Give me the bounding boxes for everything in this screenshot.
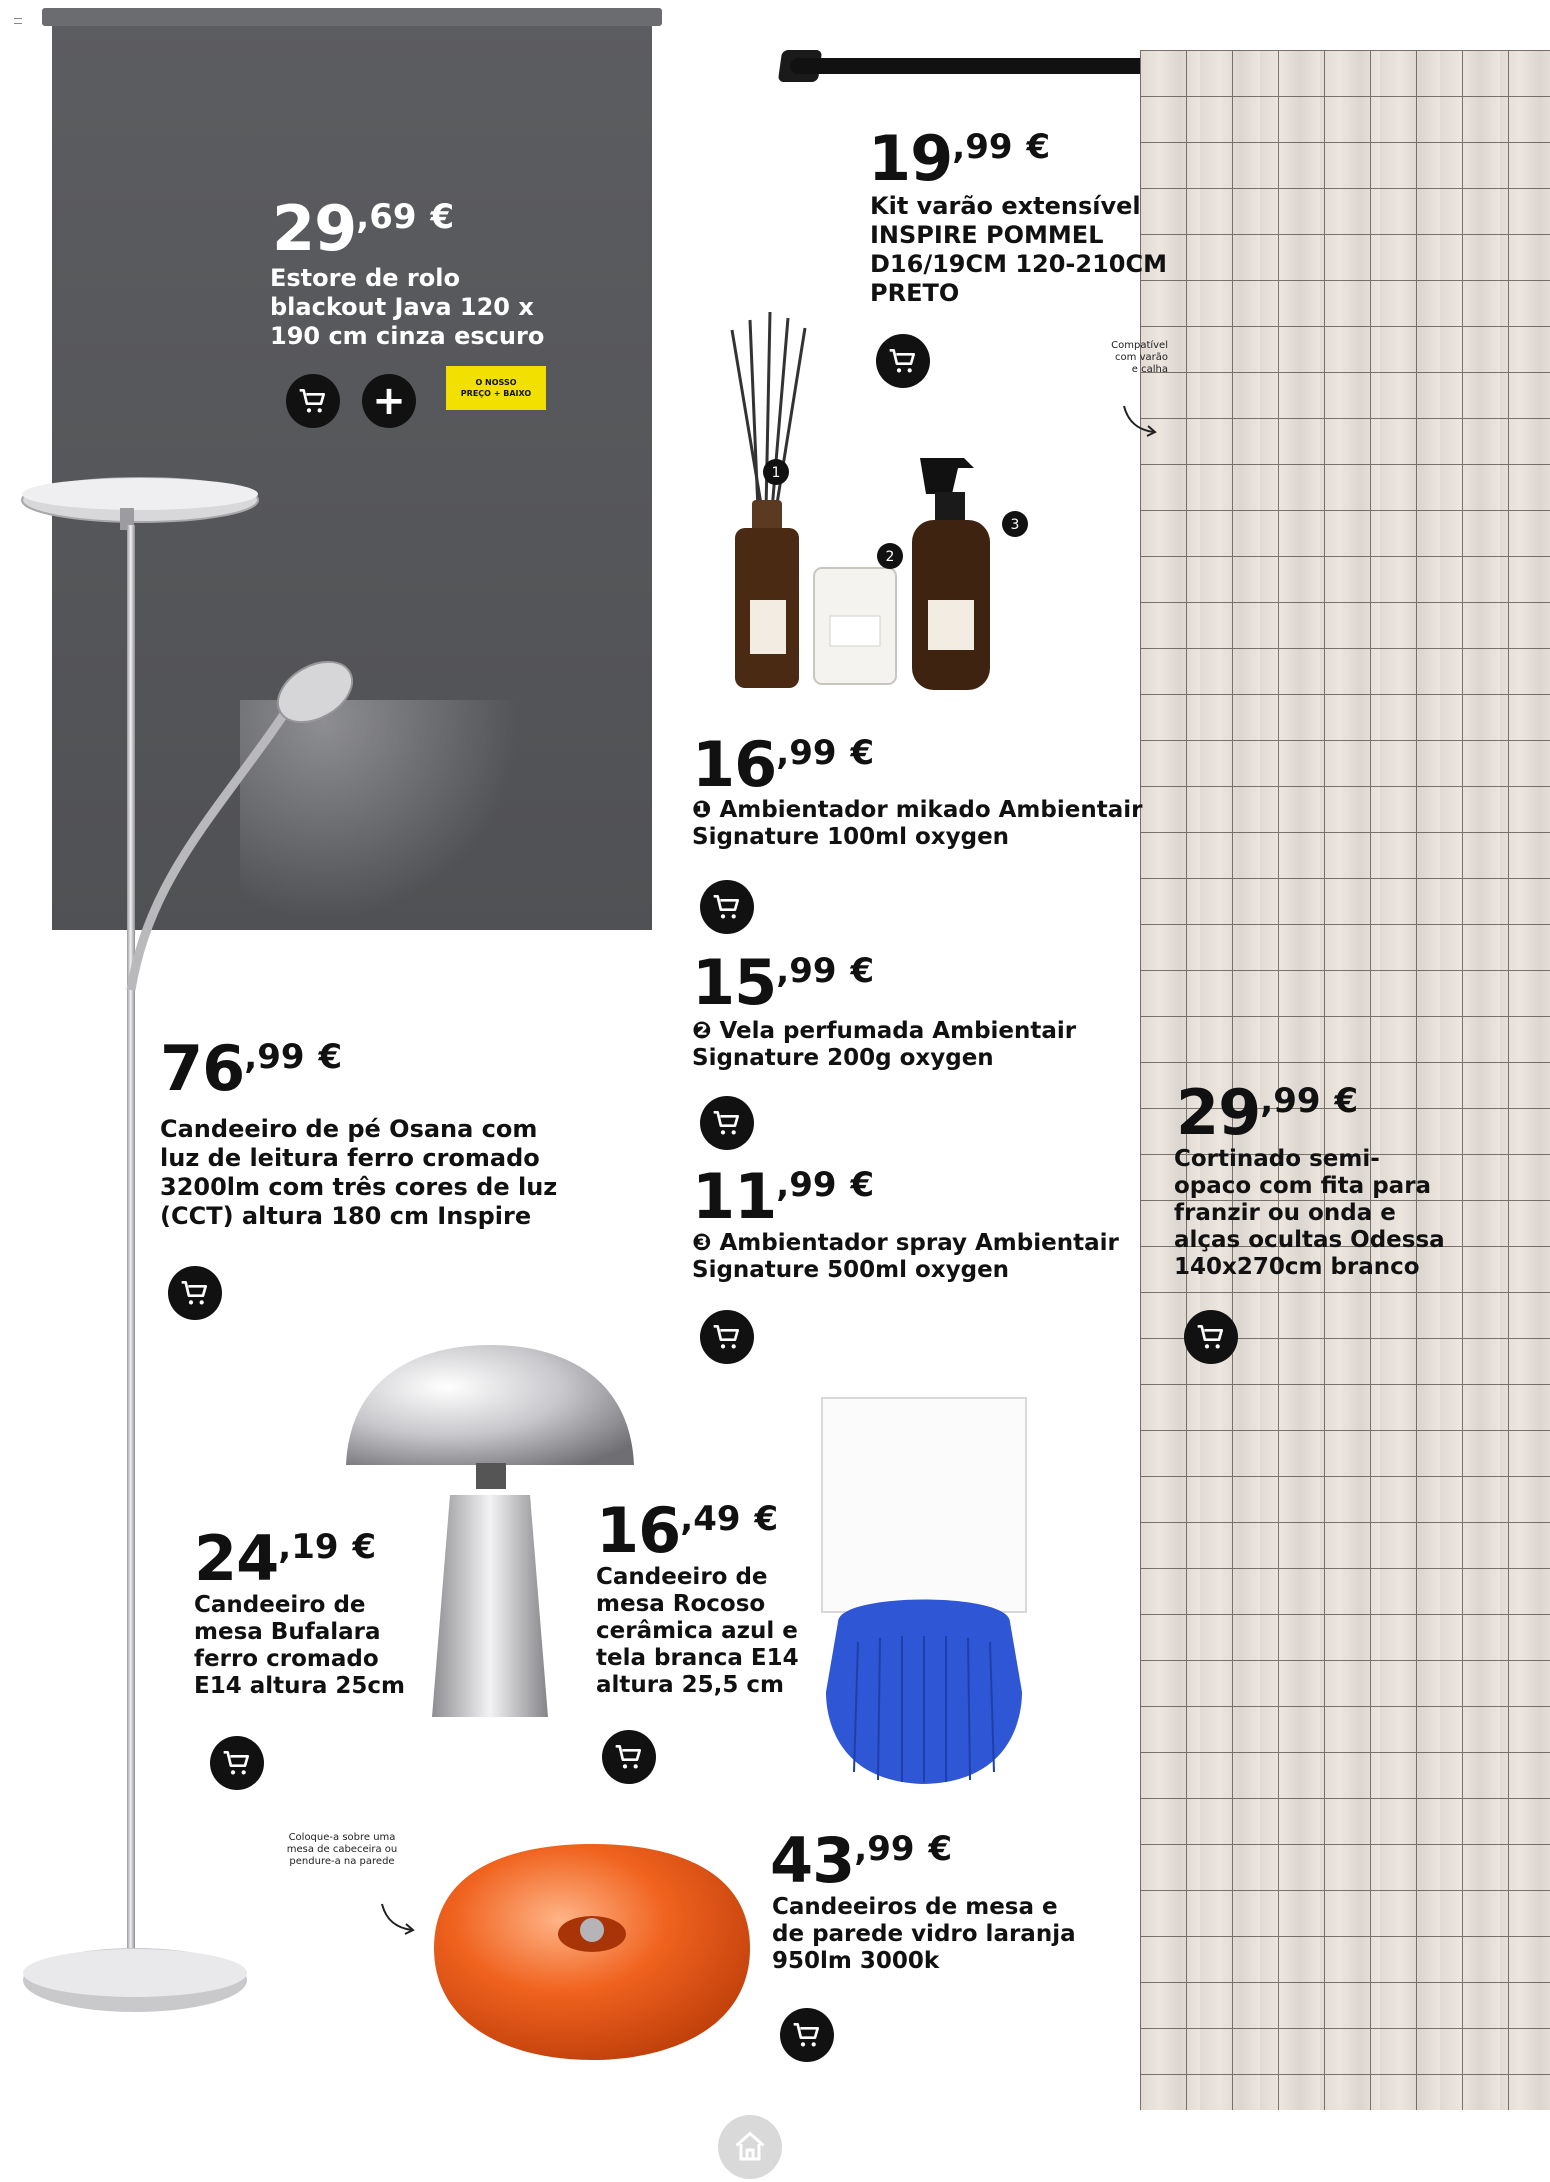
- cart-icon: [613, 1741, 645, 1773]
- price-integer: 16: [596, 1494, 681, 1567]
- price-decimal: ,19: [278, 1527, 339, 1567]
- cortinado-price: [1176, 1076, 1359, 1149]
- osana-price: [160, 1032, 343, 1105]
- price-integer: 16: [692, 728, 777, 801]
- badge-line-2: PREÇO + BAIXO: [460, 389, 532, 398]
- price-integer: 11: [692, 1160, 777, 1233]
- price-currency: €: [1026, 127, 1051, 167]
- bufalara-description: Candeeiro de mesa Bufalara ferro cromado E14 altura 25cm: [194, 1592, 405, 1699]
- arrow-icon: [376, 1900, 426, 1940]
- price-decimal: ,99: [776, 951, 837, 991]
- rocoso-add-to-cart-button[interactable]: [602, 1730, 656, 1784]
- varao-description: Kit varão extensível INSPIRE POMMEL D16/19CM 120-210CM PRETO: [870, 192, 1167, 307]
- vela-price: [692, 946, 875, 1019]
- price-decimal: ,99: [244, 1037, 305, 1077]
- price-integer: 43: [770, 1824, 855, 1897]
- svg-text:2: 2: [885, 549, 895, 565]
- price-currency: €: [850, 733, 875, 773]
- rocoso-description: Candeeiro de mesa Rocoso cerâmica azul e tela branca E14 altura 25,5 cm: [596, 1564, 799, 1698]
- cortinado-description: Cortinado semi- opaco com fita para franzir ou onda e alças ocultas Odessa 140x270cm branco: [1174, 1146, 1445, 1280]
- cart-icon: [711, 1321, 743, 1353]
- price-currency: €: [1334, 1081, 1359, 1121]
- price-currency: €: [352, 1527, 377, 1567]
- laranja-description: Candeeiros de mesa e de parede vidro laranja 950lm 3000k: [772, 1894, 1076, 1974]
- estore-description: Estore de rolo blackout Java 120 x 190 cm cinza escuro: [270, 264, 545, 350]
- estore-more-button[interactable]: [362, 374, 416, 428]
- price-currency: €: [850, 1165, 875, 1205]
- rocoso-price: [596, 1494, 779, 1567]
- cart-icon: [1195, 1321, 1227, 1353]
- cart-icon: [179, 1277, 211, 1309]
- spray-add-to-cart-button[interactable]: [700, 1310, 754, 1364]
- price-integer: 19: [868, 122, 953, 195]
- estore-price: [272, 192, 455, 265]
- laranja-add-to-cart-button[interactable]: [780, 2008, 834, 2062]
- curtain-rod-image: [790, 58, 1180, 74]
- price-decimal: ,99: [1260, 1081, 1321, 1121]
- cart-icon: [221, 1747, 253, 1779]
- rocoso-lamp-image: [818, 1392, 1030, 1792]
- laranja-price: [770, 1824, 953, 1897]
- price-currency: €: [928, 1829, 953, 1869]
- bufalara-price: [194, 1522, 377, 1595]
- cortinado-add-to-cart-button[interactable]: [1184, 1310, 1238, 1364]
- price-currency: €: [318, 1037, 343, 1077]
- spray-description: ❸ Ambientador spray Ambientair Signature 500ml oxygen: [692, 1230, 1119, 1283]
- price-decimal: ,99: [776, 733, 837, 773]
- osana-description: Candeeiro de pé Osana com luz de leitura ferro cromado 3200lm com três cores de luz (CCT) altura 180 cm Inspire: [160, 1115, 558, 1230]
- varao-compatibility-note: Compatível com varão e calha: [1111, 340, 1168, 375]
- plus-icon: +: [372, 378, 406, 424]
- price-decimal: ,99: [854, 1829, 915, 1869]
- lowest-price-badge: [446, 366, 546, 410]
- bufalara-add-to-cart-button[interactable]: [210, 1736, 264, 1790]
- arrow-icon: [1118, 400, 1168, 440]
- price-currency: €: [850, 951, 875, 991]
- estore-add-to-cart-button[interactable]: [286, 374, 340, 428]
- price-decimal: ,99: [776, 1165, 837, 1205]
- mikado-description: ❶ Ambientador mikado Ambientair Signature 100ml oxygen: [692, 797, 1143, 850]
- floor-lamp-image: [0, 470, 460, 2030]
- price-integer: 29: [1176, 1076, 1261, 1149]
- home-icon: [732, 2129, 768, 2165]
- mikado-price: [692, 728, 875, 801]
- laranja-lamp-image: [424, 1838, 760, 2068]
- price-currency: €: [754, 1499, 779, 1539]
- cart-icon: [791, 2019, 823, 2051]
- cart-icon: [711, 1107, 743, 1139]
- price-decimal: ,69: [356, 197, 417, 237]
- home-button[interactable]: [718, 2115, 782, 2179]
- menu-mark-icon: [14, 18, 22, 24]
- home-button-wrapper: [560, 2115, 782, 2179]
- badge-line-1: O NOSSO: [475, 378, 517, 387]
- price-integer: 24: [194, 1522, 279, 1595]
- svg-text:1: 1: [771, 465, 781, 481]
- price-decimal: ,99: [952, 127, 1013, 167]
- laranja-placement-note: Coloque-a sobre uma mesa de cabeceira ou pendure-a na parede: [286, 1832, 398, 1867]
- price-currency: €: [430, 197, 455, 237]
- blind-rail: [42, 8, 662, 26]
- osana-add-to-cart-button[interactable]: [168, 1266, 222, 1320]
- ambientair-products-image: [680, 300, 1060, 720]
- vela-description: ❷ Vela perfumada Ambientair Signature 200g oxygen: [692, 1018, 1077, 1071]
- mikado-add-to-cart-button[interactable]: [700, 880, 754, 934]
- price-integer: 76: [160, 1032, 245, 1105]
- cart-icon: [297, 385, 329, 417]
- spray-price: [692, 1160, 875, 1233]
- price-integer: 29: [272, 192, 357, 265]
- cart-icon: [711, 891, 743, 923]
- vela-add-to-cart-button[interactable]: [700, 1096, 754, 1150]
- varao-price: [868, 122, 1051, 195]
- price-decimal: ,49: [680, 1499, 741, 1539]
- price-integer: 15: [692, 946, 777, 1019]
- svg-text:3: 3: [1010, 517, 1020, 533]
